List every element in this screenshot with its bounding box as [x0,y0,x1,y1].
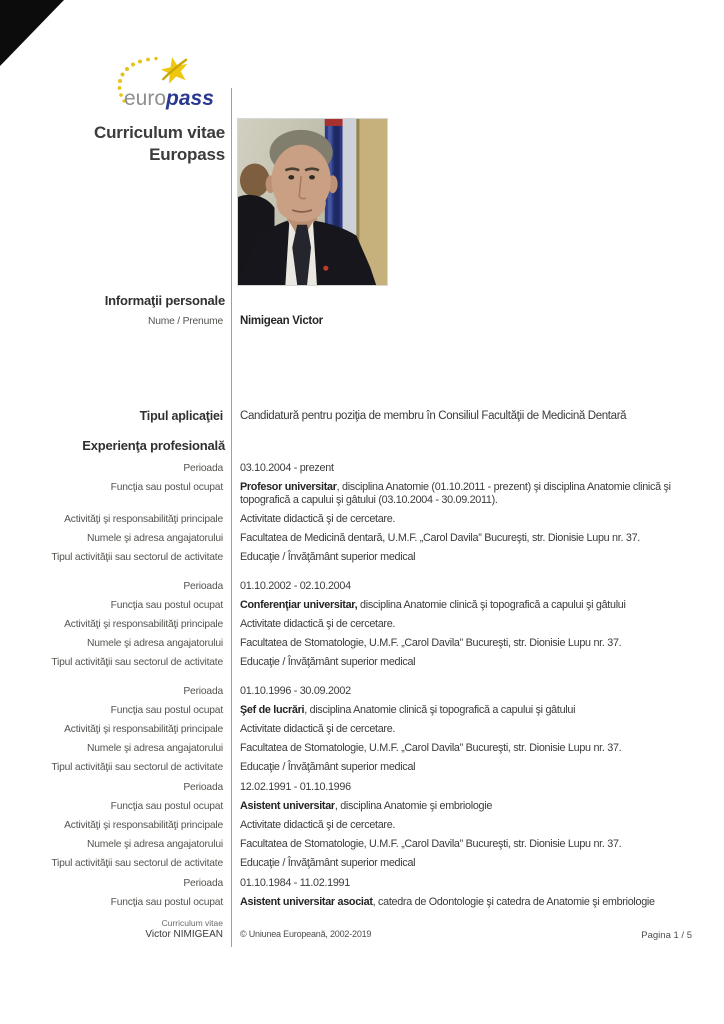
role-title: Şef de lucrări [240,704,305,716]
name-label: Nume / Prenume [147,316,223,327]
activities-value: Activitate didactică şi de cercetare. [240,819,396,831]
sector-label: Tipul activităţii sau sectorul de activitate [51,858,223,869]
employer-value: Facultatea de Stomatologie, U.M.F. „Carol Davila” Bucureşti, str. Dionisie Lupu nr. 37. [240,637,622,649]
period-value: 12.02.1991 - 01.10.1996 [240,781,351,793]
portrait-photo [237,118,388,286]
job-row-employer [0,736,724,755]
role-label: Funcţia sau postul ocupat [110,801,223,812]
job-block-2 [0,574,724,669]
role-label: Funcţia sau postul ocupat [110,897,223,908]
role-detail: disciplina Anatomie clinică şi topografică a capului şi gâtului [357,599,626,611]
footer-page-indicator: Pagina 1 / 5 [641,930,692,941]
document-title [0,122,231,166]
role-label: Funcţia sau postul ocupat [110,482,223,493]
sector-value: Educaţie / Învăţământ superior medical [240,656,416,668]
job-row-activities [0,717,724,736]
employer-value: Facultatea de Medicină dentară, U.M.F. „Carol Davila” Bucureşti, str. Dionisie Lupu nr. 37. [240,532,640,544]
activities-label: Activităţi şi responsabilităţi principale [64,619,223,630]
job-row-employer [0,832,724,851]
application-row [0,409,724,423]
employer-value: Facultatea de Stomatologie, U.M.F. „Carol Davila” Bucureşti, str. Dionisie Lupu nr. 37. [240,838,622,850]
name-row [0,315,724,328]
sector-value: Educaţie / Învăţământ superior medical [240,761,416,773]
period-label: Perioada [183,581,223,592]
job-row-sector [0,755,724,774]
job-row-period [0,775,724,794]
page-footer [0,918,724,941]
employer-label: Numele şi adresa angajatorului [87,533,223,544]
logo-pass-text: pass [166,87,214,110]
job-row-employer [0,526,724,545]
period-label: Perioada [183,463,223,474]
job-block-4 [0,775,724,870]
job-row-activities [0,612,724,631]
sector-value: Educaţie / Învăţământ superior medical [240,551,416,563]
role-label: Funcţia sau postul ocupat [110,705,223,716]
period-label: Perioada [183,878,223,889]
job-row-employer [0,631,724,650]
scan-corner-artifact [0,0,64,66]
footer-left [0,918,231,941]
section-heading-experience: Experienţa profesională [82,438,225,453]
period-value: 03.10.2004 - prezent [240,462,334,474]
role-detail: , disciplina Anatomie clinică şi topografică a capului şi gâtului [304,704,576,716]
title-line-1: Curriculum vitae [94,123,225,142]
employer-label: Numele şi adresa angajatorului [87,638,223,649]
logo-euro-text: euro [124,87,167,110]
role-title: Conferenţiar universitar, [240,599,358,611]
job-row-sector [0,545,724,564]
role-detail: , disciplina Anatomie (01.10.2011 - prezent) şi disciplina Anatomie clinică şi topografică a capului şi gâtului (03.10.2004 - 30.09.2011). [240,481,671,506]
sector-label: Tipul activităţii sau sectorul de activitate [51,657,223,668]
activities-value: Activitate didactică şi de cercetare. [240,513,396,525]
job-row-period [0,871,724,890]
period-label: Perioada [183,782,223,793]
job-row-period [0,679,724,698]
job-block-5 [0,871,724,909]
period-label: Perioada [183,686,223,697]
europass-logo [112,54,234,114]
employer-value: Facultatea de Stomatologie, U.M.F. „Carol Davila” Bucureşti, str. Dionisie Lupu nr. 37. [240,742,622,754]
job-row-period [0,456,724,475]
sector-value: Educaţie / Învăţământ superior medical [240,857,416,869]
activities-value: Activitate didactică şi de cercetare. [240,618,396,630]
activities-label: Activităţi şi responsabilităţi principale [64,514,223,525]
job-row-role [0,475,724,507]
role-title: Profesor universitar [240,481,337,493]
sector-label: Tipul activităţii sau sectorul de activitate [51,762,223,773]
job-row-role [0,698,724,717]
role-detail: , disciplina Anatomie şi embriologie [334,800,493,812]
period-value: 01.10.1984 - 11.02.1991 [240,877,350,889]
period-value: 01.10.1996 - 30.09.2002 [240,685,351,697]
role-detail: , catedra de Odontologie şi catedra de Anatomie şi embriologie [372,896,655,908]
role-title: Asistent universitar asociat [240,896,373,908]
activities-label: Activităţi şi responsabilităţi principale [64,724,223,735]
activities-value: Activitate didactică şi de cercetare. [240,723,396,735]
job-block-1 [0,456,724,564]
job-row-sector [0,851,724,870]
job-row-period [0,574,724,593]
application-label: Tipul aplicaţiei [139,409,223,423]
europass-star-icon [112,54,234,114]
job-row-role [0,890,724,909]
svg-text:europass [124,87,214,110]
section-heading-personal: Informaţii personale [104,293,225,308]
job-row-sector [0,650,724,669]
role-label: Funcţia sau postul ocupat [110,600,223,611]
footer-doc-label: Curriculum vitae [161,918,223,928]
period-value: 01.10.2002 - 02.10.2004 [240,580,351,592]
footer-copyright: © Uniunea Europeană, 2002-2019 [240,929,372,939]
job-row-role [0,794,724,813]
role-title: Asistent universitar [240,800,335,812]
job-row-activities [0,507,724,526]
job-block-3 [0,679,724,774]
employer-label: Numele şi adresa angajatorului [87,839,223,850]
job-row-role [0,593,724,612]
employer-label: Numele şi adresa angajatorului [87,743,223,754]
activities-label: Activităţi şi responsabilităţi principale [64,820,223,831]
application-value: Candidatură pentru poziţia de membru în Consiliul Facultăţii de Medicină Dentară [240,410,627,422]
name-value: Nimigean Victor [240,315,323,327]
title-line-2: Europass [149,145,225,164]
job-row-activities [0,813,724,832]
footer-author: Victor NIMIGEAN [145,929,223,940]
sector-label: Tipul activităţii sau sectorul de activitate [51,552,223,563]
